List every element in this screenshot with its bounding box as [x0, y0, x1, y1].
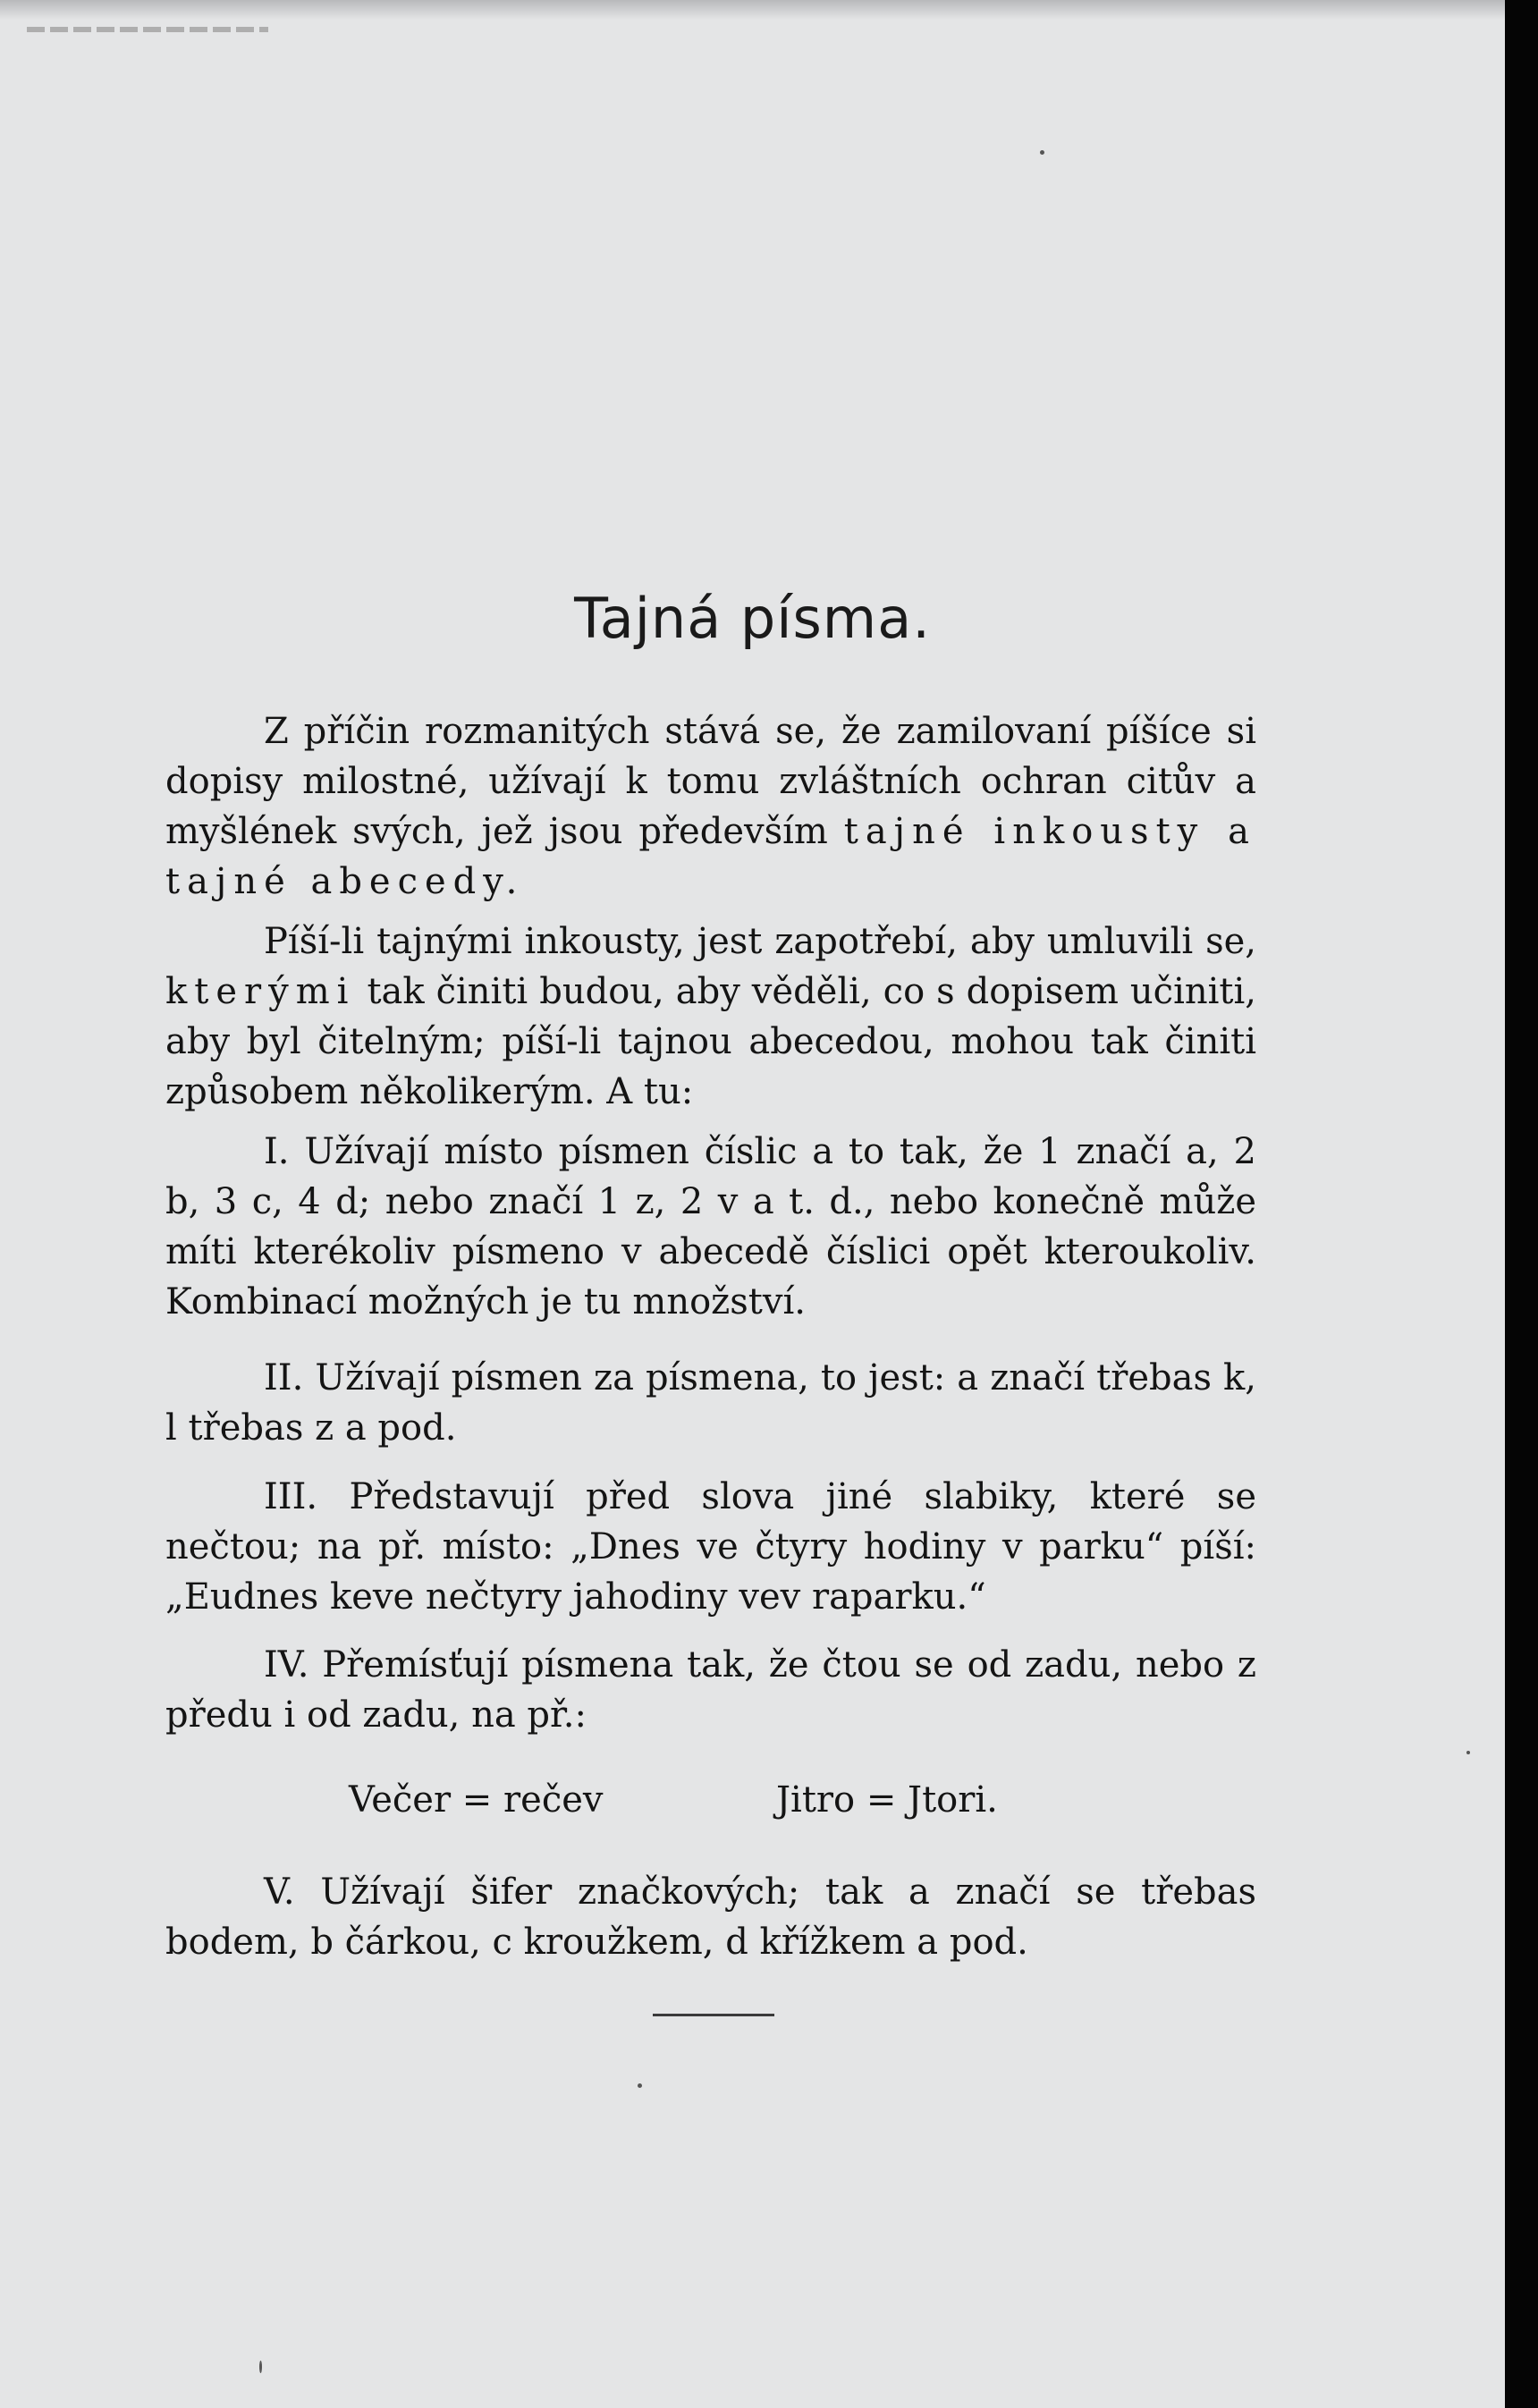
paragraph-method-2: II. Užívají písmen za písmena, to jest: a značí třebas k, l třebas z a pod. [165, 1357, 1256, 1449]
section-divider [653, 2014, 774, 2016]
scan-border [1505, 0, 1538, 2408]
example-2: Jitro = Jtori. [776, 1779, 998, 1821]
paragraph-text: tak činiti budou, aby věděli, co s dopisem učiniti, aby byl čitelným; píší-li tajnou abecedou, mohou tak činiti způsobem několikerým. A tu: [165, 971, 1256, 1112]
paragraph-text: Z příčin rozmanitých stává se, že zamilovaní píšíce si dopisy milostné, užívají k tomu zvláštních ochran citův a myšlének svých, jež jsou především [165, 711, 1256, 852]
emphasized-text: tajné inkousty a tajné abecedy. [165, 811, 1256, 902]
emphasized-text: kterými [165, 971, 356, 1012]
example-1: Večer = rečev [349, 1779, 604, 1821]
page-top-edge [0, 0, 1505, 20]
scan-speck [259, 2361, 262, 2373]
paragraph-text: Píší-li tajnými inkousty, jest zapotřebí, aby umluvili se, [264, 921, 1256, 962]
paragraph-method-5: V. Užívají šifer značkových; tak a značí se třebas bodem, b čárkou, c kroužkem, d křížkem a pod. [165, 1871, 1256, 1963]
scan-artifact [27, 27, 268, 32]
paragraph-method-4: IV. Přemísťují písmena tak, že čtou se od zadu, nebo z předu i od zadu, na př.: [165, 1644, 1256, 1736]
paragraph-method-3: III. Představují před slova jiné slabiky, které se nečtou; na př. místo: „Dnes ve čtyry hodiny v parku“ píší: „Eudnes keve nečtyry jahodiny vev raparku.“ [165, 1476, 1256, 1618]
scan-speck [1040, 150, 1044, 155]
paragraph-inks [165, 917, 1256, 1117]
scan-speck [1466, 1751, 1470, 1754]
paragraph-intro [165, 706, 1256, 907]
page-title: Tajná písma. [574, 586, 931, 651]
paragraph-method-1: I. Užívají místo písmen číslic a to tak, že 1 značí a, 2 b, 3 c, 4 d; nebo značí 1 z, 2 v a t. d., nebo konečně může míti kterékoliv písmeno v abecedě číslici opět kteroukoliv. Kombinací možných je tu množství. [165, 1131, 1256, 1322]
scan-speck [638, 2083, 642, 2088]
